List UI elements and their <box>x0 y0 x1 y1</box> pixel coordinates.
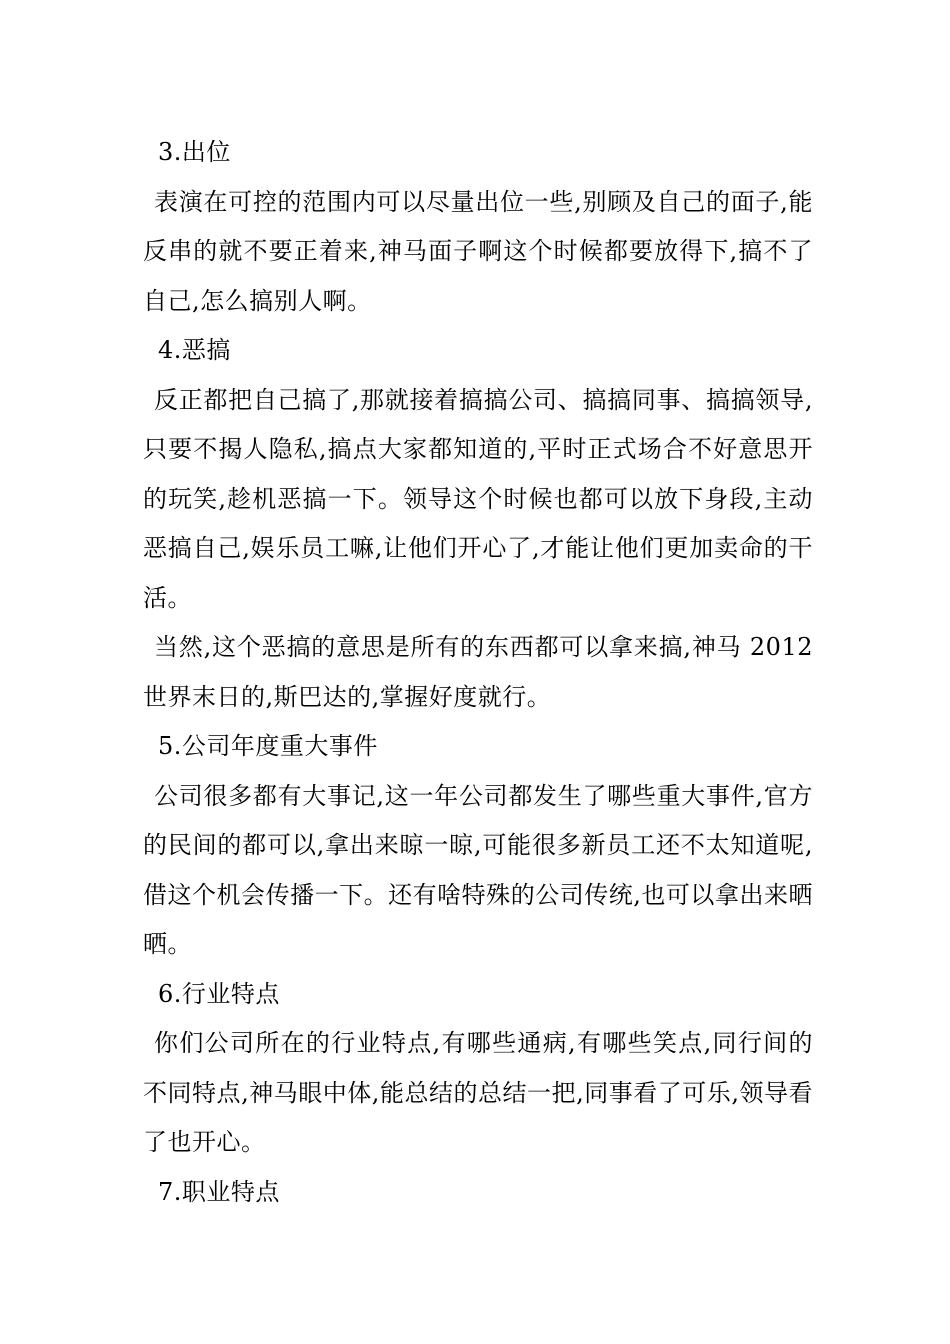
section-heading-5: 5.公司年度重大事件 <box>158 732 378 760</box>
paragraph: 反正都把自己搞了,那就接着搞搞公司、搞搞同事、搞搞领导,只要不揭人隐私,搞点大家都知道的,平时正式场合不好意思开的玩笑,趁机恶搞一下。领导这个时候也都可以放下身段,主动恶搞自己,娱乐员工嘛,让他们开心了,才能让他们更加卖命的干活。 <box>143 385 813 612</box>
section-heading-3: 3.出位 <box>158 138 231 166</box>
paragraph: 公司很多都有大事记,这一年公司都发生了哪些重大事件,官方的民间的都可以,拿出来晾一晾,可能很多新员工还不太知道呢,借这个机会传播一下。还有啥特殊的公司传统,也可以拿出来晒晒。 <box>143 781 813 958</box>
paragraph: 当然,这个恶搞的意思是所有的东西都可以拿来搞,神马 2012世界末日的,斯巴达的,掌握好度就行。 <box>143 633 813 711</box>
section-heading-6: 6.行业特点 <box>158 979 280 1008</box>
paragraph: 你们公司所在的行业特点,有哪些通病,有哪些笑点,同行间的不同特点,神马眼中体,能总结的总结一把,同事看了可乐,领导看了也开心。 <box>143 1029 813 1156</box>
document-body <box>143 128 813 1217</box>
section-heading-4: 4.恶搞 <box>158 336 231 364</box>
paragraph: 表演在可控的范围内可以尽量出位一些,别顾及自己的面子,能反串的就不要正着来,神马面子啊这个时候都要放得下,搞不了自己,怎么搞别人啊。 <box>143 187 813 315</box>
section-heading-7: 7.职业特点 <box>158 1177 280 1206</box>
